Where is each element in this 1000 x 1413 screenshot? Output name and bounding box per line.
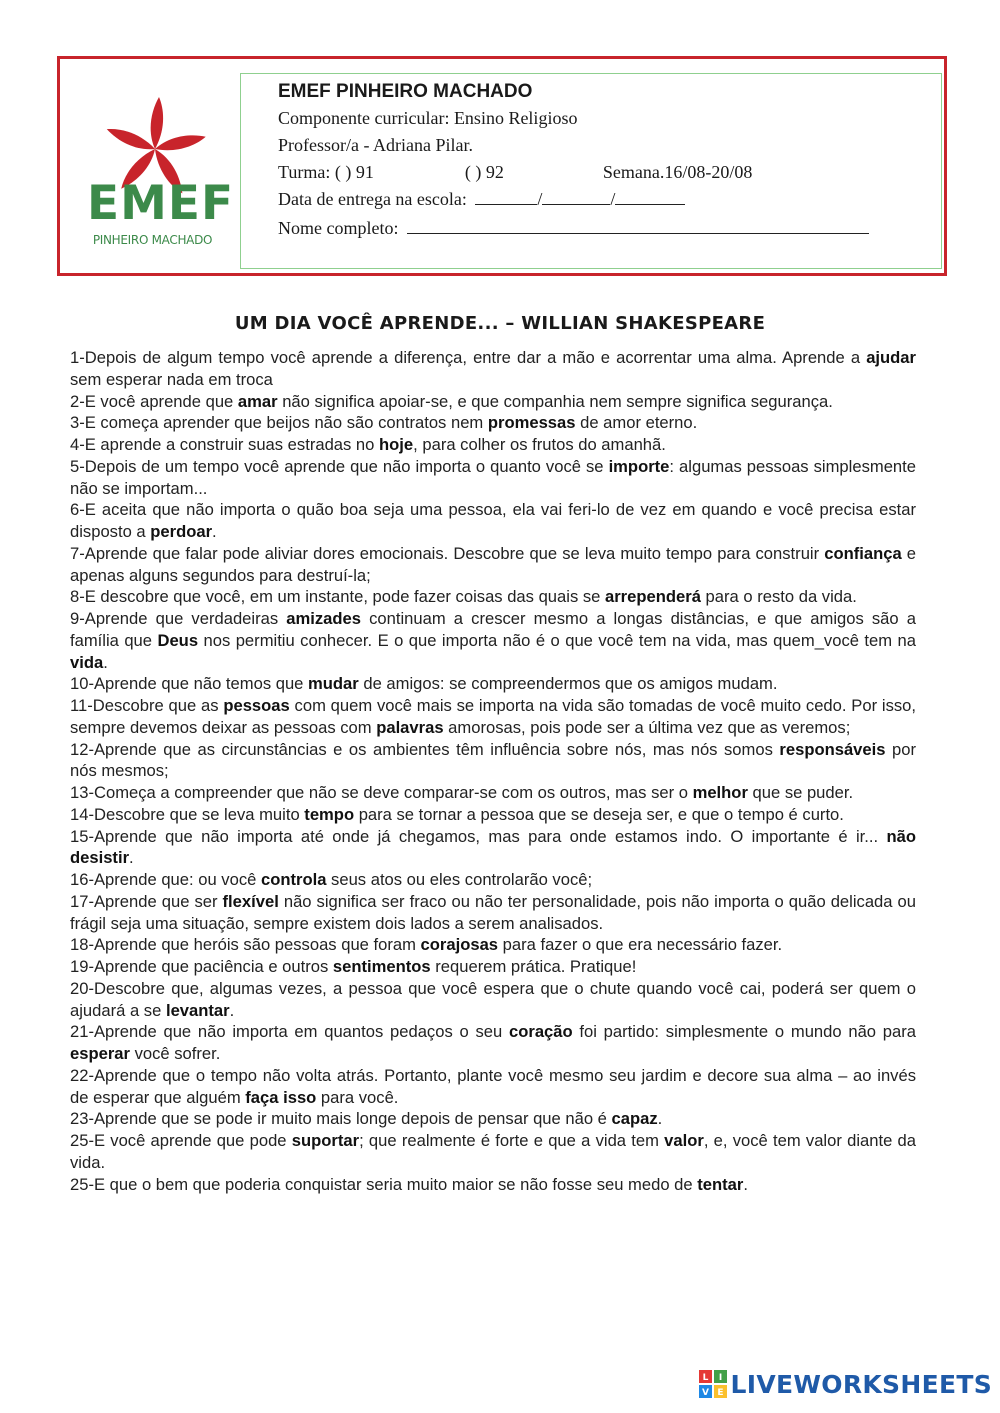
poem-text: de amigos: se compreendermos que os amigos mudam. [358,674,778,694]
poem-item [70,347,916,391]
poem-text: 11-Descobre que as [70,696,224,715]
poem-body [70,347,916,1195]
keyword: corajosas [420,935,499,955]
poem-text: . [743,1174,748,1194]
full-name-field[interactable] [407,219,869,234]
liveworksheets-logo-icon [699,1370,727,1398]
poem-text: 5-Depois de um tempo você aprende que não importa o quanto você se [70,456,609,476]
poem-item [70,499,916,543]
poem-text: você sofrer. [129,1044,221,1063]
keyword: tentar [697,1174,744,1194]
class-row [278,162,752,183]
poem-text: 17-Aprende que ser [70,891,223,911]
poem-text: 21-Aprende que não importa em quantos pedaços o seu [70,1022,509,1042]
footer-branding [699,1369,992,1399]
poem-text: , para colher os frutos do amanhã. [413,435,666,454]
keyword: amar [237,391,278,411]
curricular-component: Componente curricular: Ensino Religioso [278,108,578,128]
full-name-row [278,218,869,239]
poem-text: que se puder. [747,783,854,802]
poem-text: para o resto da vida. [700,587,857,607]
poem-item [70,956,916,978]
poem-text: nos permitiu conhecer. E o que importa não é o que você tem na vida, mas quem_você tem na [198,630,916,650]
poem-text: 19-Aprende que paciência e outros [70,957,333,976]
class-option-92[interactable]: ( ) 92 [464,162,504,182]
poem-text: 15-Aprende que não importa até onde já chegamos, mas para onde estamos indo. O importante é ir... [70,826,887,846]
keyword: sentimentos [332,957,431,976]
keyword: coração [509,1022,573,1042]
poem-text: 10-Aprende que não temos que [70,674,309,694]
keyword: faça isso [245,1087,317,1107]
logo-letter: V [701,1388,709,1398]
poem-item [70,543,916,587]
delivery-year-field[interactable] [615,190,685,205]
logo-letter: E [716,1388,724,1398]
poem-text: : algumas pessoas simplesmente não se importam... [70,456,916,498]
poem-text: seus atos ou eles controlarão você; [326,870,593,889]
keyword: vida [70,652,104,672]
poem-text: 9-Aprende que verdadeiras [70,609,287,628]
keyword: promessas [487,413,576,433]
school-name: EMEF PINHEIRO MACHADO [278,81,533,102]
poem-text: e apenas alguns segundos para destruí-la; [70,543,916,585]
poem-text: 3-E começa aprender que beijos não são contratos nem [70,413,488,433]
keyword: confiança [824,543,902,563]
logo-letter: I [718,1373,722,1383]
poem-item [70,782,916,804]
poem-item [70,673,916,695]
poem-text: para fazer o que era necessário fazer. [498,935,783,955]
delivery-day-field[interactable] [475,190,537,205]
poem-text: 12-Aprende que as circunstâncias e os ambientes têm influência sobre nós, mas nós somos [70,739,780,759]
poem-item [70,586,916,608]
poem-text: . [229,1000,235,1020]
poem-text: foi partido: simplesmente o mundo não para [572,1022,917,1042]
poem-text: ; que realmente é forte e que a vida tem [359,1131,665,1150]
poem-text: , e, você tem valor diante da vida. [70,1131,917,1172]
poem-text: amorosas, pois pode ser a última vez que as veremos; [443,717,851,737]
poem-text: 13-Começa a compreender que não se deve comparar-se com os outros, mas ser o [70,783,693,802]
keyword: responsáveis [779,739,886,759]
poem-item [70,608,916,673]
poem-text: 23-Aprende que se pode ir muito mais longe depois de pensar que não é [70,1109,612,1129]
keyword: esperar [70,1044,130,1063]
keyword: levantar [165,1000,230,1020]
week-range: Semana.16/08-20/08 [602,162,753,182]
poem-text: não significa ser fraco ou não ter personalidade, pois não importa o quão delicada ou frágil seja uma situação, sempre existem dois lados a serem analisados. [70,891,916,933]
poem-item [70,456,916,500]
keyword: capaz [611,1109,658,1129]
poem-text: . [657,1109,663,1129]
poem-item [70,434,916,456]
keyword: arrependerá [605,587,701,607]
poem-text: 7-Aprende que falar pode aliviar dores emocionais. Descobre que se leva muito tempo para construir [70,543,825,563]
keyword: ajudar [866,348,916,367]
poem-text: com quem você mais se importa na vida são tomadas de você muito cedo. Por isso, sempre devemos deixar as pessoas com [70,696,917,737]
school-info-box [240,73,942,269]
keyword: perdoar [150,522,213,541]
full-name-label: Nome completo: [278,218,399,238]
poem-text: 1-Depois de algum tempo você aprende a diferença, entre dar a mão e acorrentar uma alma. Aprende a [70,348,867,367]
poem-item [70,804,916,826]
poem-item [70,978,916,1022]
poem-text: 18-Aprende que heróis são pessoas que foram [70,935,421,955]
poem-text: 8-E descobre que você, em um instante, pode fazer coisas das quais se [70,587,605,607]
keyword: melhor [692,783,748,802]
poem-text: 4-E aprende a construir suas estradas no [70,435,380,454]
keyword: valor [664,1131,704,1150]
poem-text: para você. [316,1087,399,1107]
teacher-name: Professor/a - Adriana Pilar. [278,135,473,155]
poem-item [70,412,916,434]
poem-item [70,1108,916,1130]
poem-text: por nós mesmos; [70,739,916,781]
keyword: importe [608,456,670,476]
poem-text: 6-E aceita que não importa o quão boa seja uma pessoa, ela vai feri-lo de vez em quando e você precisa estar disposto a [70,500,916,541]
keyword: palavras [376,717,444,737]
poem-text: 16-Aprende que: ou você [70,870,261,889]
poem-item [70,1021,916,1065]
poem-item [70,1130,916,1174]
poem-text: . [129,848,134,868]
logo-letter: L [702,1373,708,1383]
poem-item [70,891,916,935]
class-option-91[interactable]: Turma: ( ) 91 [278,162,374,182]
keyword: controla [260,870,327,889]
logo-subtitle: PINHEIRO MACHADO [92,233,213,247]
liveworksheets-wordmark[interactable]: LIVEWORKSHEETS [730,1369,992,1399]
keyword: flexível [222,891,279,911]
poem-text: de amor eterno. [575,413,698,433]
poem-item [70,391,916,413]
keyword: mudar [308,674,359,694]
keyword: amizades [286,609,361,628]
delivery-date-row: Data de entrega na escola: / / [278,189,685,210]
delivery-date-label: Data de entrega na escola: [278,189,467,209]
poem-text: 2-E você aprende que [70,391,238,411]
poem-text: não significa apoiar-se, e que companhia nem sempre significa segurança. [277,391,833,411]
keyword: hoje [379,435,414,454]
poem-text: 25-E você aprende que pode [70,1131,292,1150]
keyword: suportar [291,1131,360,1150]
poem-title: UM DIA VOCÊ APRENDE... – WILLIAN SHAKESPEARE [234,313,766,334]
poem-text: 14-Descobre que se leva muito [70,804,305,824]
logo-wordmark: EMEF [87,176,235,231]
poem-item [70,695,916,739]
keyword: pessoas [223,696,290,715]
header-frame [57,56,947,276]
poem-text: 25-E que o bem que poderia conquistar seria muito maior se não fosse seu medo de [70,1174,698,1194]
poem-text: continuam a crescer mesmo a longas distâncias, e que amigos são a família que [70,609,916,650]
poem-text: 22-Aprende que o tempo não volta atrás. Portanto, plante você mesmo seu jardim e decore sua alma – ao invés de esperar que alguém [70,1065,916,1107]
poem-item [70,739,916,783]
poem-item [70,934,916,956]
poem-item [70,1065,916,1109]
poem-item [70,869,916,891]
poem-item [70,1174,916,1196]
keyword: Deus [157,630,199,650]
poem-text: 20-Descobre que, algumas vezes, a pessoa que você espera que o chute quando você cai, poderá ser quem o ajudará a se [70,978,916,1020]
poem-text: para se tornar a pessoa que se deseja ser, e que o tempo é curto. [354,804,844,824]
keyword: tempo [304,804,355,824]
poem-text: requerem prática. Pratique! [430,957,637,976]
delivery-month-field[interactable] [542,190,610,205]
poem-item [70,826,916,870]
poem-text: sem esperar nada em troca [70,369,273,389]
poem-text: . [103,652,108,672]
poem-text: . [212,522,217,541]
keyword: não desistir [70,826,916,868]
